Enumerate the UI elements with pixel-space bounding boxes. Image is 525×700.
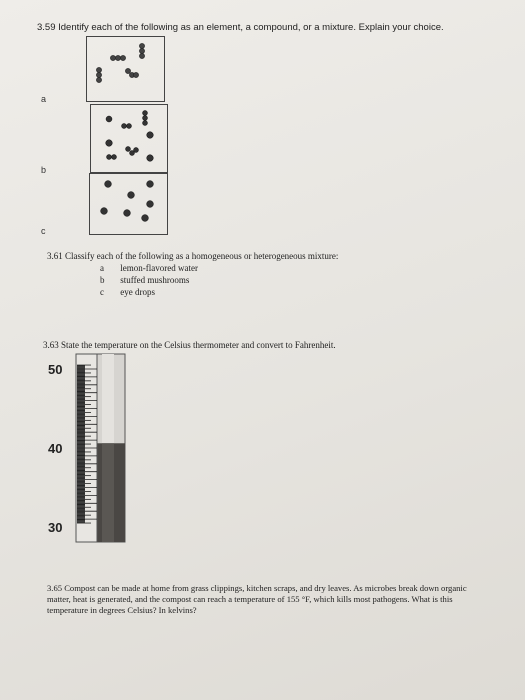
scale-label-40: 40 [48, 441, 63, 456]
question-3-65-prompt: 3.65 Compost can be made at home from grass clippings, kitchen scraps, and dry leaves. As microbes break down organic matter, heat is generated, and the compost can reach a temperature of 155 °F, which kills most pathogens. What is this temperature in degrees Celsius? In kelvins? [47, 583, 467, 615]
diagram-a-particles [87, 37, 164, 101]
list-letter: a [100, 263, 104, 273]
question-3-63-prompt: 3.63 State the temperature on the Celsius thermometer and convert to Fahrenheit. [43, 340, 336, 350]
diagram-c-particles [90, 174, 167, 234]
list-text: lemon-flavored water [120, 263, 198, 273]
label-c: c [41, 226, 46, 236]
celsius-thermometer [40, 352, 140, 544]
label-b: b [41, 165, 47, 175]
diagram-box-c [89, 173, 168, 235]
diagram-box-a [86, 36, 165, 102]
scale-label-30: 30 [48, 520, 63, 535]
list-letter: c [100, 287, 104, 297]
list-text: stuffed mushrooms [120, 275, 190, 285]
list-item-a [100, 263, 198, 273]
list-text: eye drops [120, 287, 155, 297]
liquid-highlight [102, 443, 114, 542]
list-letter: b [100, 275, 105, 285]
list-item-b [100, 275, 189, 285]
scale-label-50: 50 [48, 362, 63, 377]
question-3-59-prompt: 3.59 Identify each of the following as an element, a compound, or a mixture. Explain your choice. [37, 22, 444, 33]
label-a: a [41, 94, 47, 104]
diagram-box-b [90, 104, 168, 173]
question-3-61-prompt: 3.61 Classify each of the following as a homogeneous or heterogeneous mixture: [47, 251, 339, 261]
diagram-b-particles [91, 105, 167, 172]
list-item-c [100, 287, 155, 297]
